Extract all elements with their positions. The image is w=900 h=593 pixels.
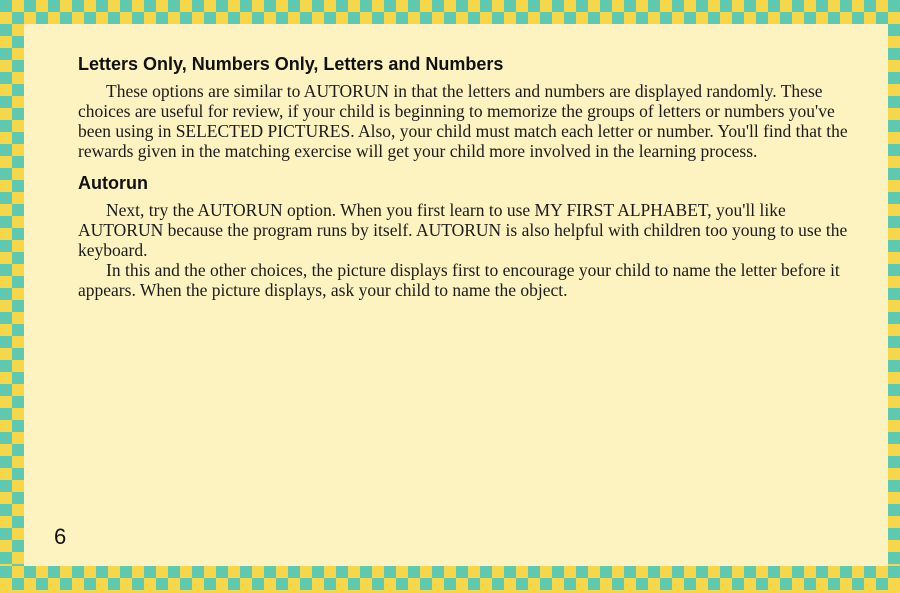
- checkered-border-top: [0, 0, 900, 24]
- manual-page: [24, 24, 888, 566]
- page-content: [78, 54, 858, 300]
- section-autorun: [78, 173, 858, 300]
- checkered-border-left: [0, 0, 24, 593]
- checkered-border-right: [888, 0, 900, 593]
- section-letters-numbers: [78, 54, 858, 161]
- checkered-border-bottom: [0, 566, 900, 593]
- section-heading: Letters Only, Numbers Only, Letters and Numbers: [78, 54, 504, 74]
- page-number: 6: [54, 524, 67, 549]
- section-heading: Autorun: [78, 173, 148, 193]
- section-paragraph: These options are similar to AUTORUN in that the letters and numbers are displayed randomly. These choices are useful for review, if your child is beginning to memorize the groups of letters or numbers you've been using in SELECTED PICTURES. Also, your child must match each letter or number. You'll find that the rewards given in the matching exercise will get your child more involved in the learning process.: [78, 81, 848, 161]
- section-paragraph: Next, try the AUTORUN option. When you first learn to use MY FIRST ALPHABET, you'll like AUTORUN because the program runs by itself. AUTORUN is also helpful with children too young to use the keyboard.: [78, 200, 848, 260]
- section-paragraph: In this and the other choices, the picture displays first to encourage your child to name the letter before it appears. When the picture displays, ask your child to name the object.: [78, 260, 840, 300]
